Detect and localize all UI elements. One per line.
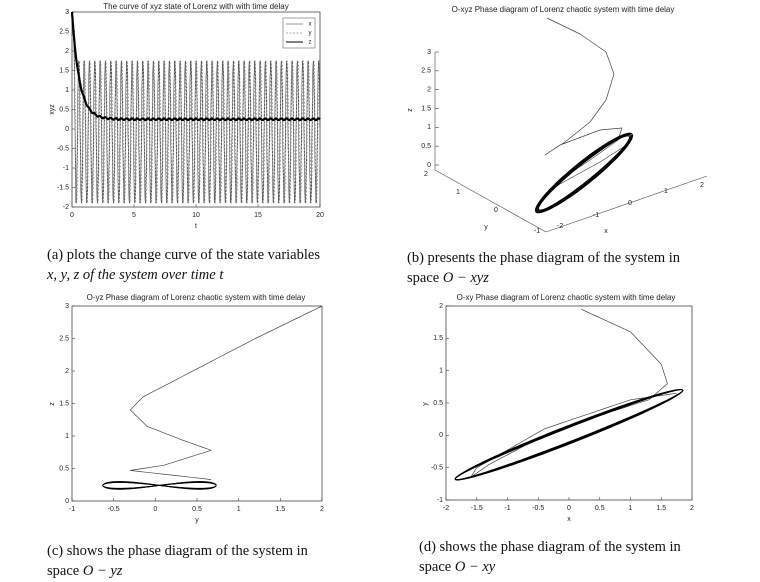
y-tick-label: -1: [436, 496, 443, 504]
chart-title: The curve of xyz state of Lorenz with with time delay: [103, 2, 289, 12]
legend-label: y: [308, 30, 312, 37]
x-tick-label: 1.5: [656, 504, 667, 512]
x-axis: [546, 176, 707, 232]
y-axis-label: y: [484, 223, 488, 231]
trajectory-transient: [545, 18, 625, 192]
y-tick-label: -0.5: [430, 464, 443, 472]
y-axis-label: xyz: [48, 104, 56, 115]
caption-c-line2: [47, 561, 377, 581]
caption-a-line2: x, y, z of the system over time t: [47, 267, 224, 283]
y-tick-label: -1.5: [56, 184, 69, 192]
x-tick-label: 2: [700, 181, 704, 189]
caption-a-line1: (a) plots the change curve of the state variables: [47, 247, 320, 263]
attractor-loop: [535, 133, 632, 213]
attractor-loop: [539, 136, 630, 210]
caption-b-line2: [407, 268, 737, 288]
x-axis-label: t: [195, 222, 197, 230]
x-tick-label: -1.5: [470, 504, 483, 512]
x-tick-label: 1: [236, 505, 241, 513]
legend-label: x: [308, 21, 312, 28]
y-tick-label: 2: [424, 170, 428, 178]
y-axis-label: z: [48, 402, 56, 406]
y-tick-label: 2.5: [59, 28, 69, 36]
x-tick-label: -0.5: [532, 504, 545, 512]
z-tick-label: 2.5: [421, 67, 431, 75]
z-axis-label: z: [406, 108, 414, 112]
attractor-loop: [538, 135, 630, 210]
caption-b-line1: (b) presents the phase diagram of the system in: [407, 250, 681, 266]
y-axis: [435, 170, 546, 232]
y-tick-label: 1: [65, 86, 69, 94]
y-tick-label: 1.5: [59, 67, 69, 75]
x-tick-label: 0.5: [192, 505, 202, 513]
chart-c: [49, 293, 324, 524]
attractor-loop: [455, 390, 683, 480]
trajectory-transient: [130, 306, 322, 480]
x-tick-label: 2: [690, 504, 694, 512]
y-tick-label: 2: [65, 367, 69, 375]
caption-d: [419, 537, 749, 577]
x-tick-label: 1: [664, 187, 668, 195]
legend-label: z: [308, 39, 312, 46]
x-tick-label: -0.5: [107, 505, 120, 513]
y-tick-label: 1.5: [433, 335, 443, 343]
caption-b-line2-math: O − xyz: [442, 270, 489, 286]
caption-d-line2: [419, 557, 749, 577]
caption-c-line2-math: O − yz: [82, 563, 123, 579]
caption-d-line1: (d) shows the phase diagram of the system in: [419, 539, 681, 555]
x-axis-label: x: [604, 227, 608, 235]
attractor-loop: [455, 390, 683, 480]
y-tick-label: 0.5: [433, 399, 443, 407]
y-tick-label: -0.5: [56, 145, 69, 153]
z-tick-label: 0.5: [421, 143, 431, 151]
y-tick-label: 2: [65, 47, 69, 55]
z-tick-label: 2: [427, 86, 431, 94]
z-tick-label: 1.5: [421, 105, 431, 113]
y-tick-label: 0: [65, 125, 69, 133]
chart-a: [49, 2, 324, 230]
z-tick-label: 1: [427, 124, 431, 132]
x-tick-label: 2: [320, 505, 324, 513]
x-tick-label: 15: [254, 211, 262, 219]
y-tick-label: 0.5: [59, 465, 69, 473]
attractor-loop: [455, 389, 683, 480]
plot-frame: [446, 306, 692, 500]
caption-c: [47, 541, 377, 581]
x-tick-label: 1.5: [275, 505, 286, 513]
trajectory-transient: [471, 309, 677, 477]
y-tick-label: 1: [456, 188, 460, 196]
caption-b: [407, 248, 737, 288]
attractor-loop: [455, 390, 683, 480]
attractor-loop: [537, 134, 632, 211]
x-tick-label: 0: [628, 199, 632, 207]
y-tick-label: -1: [533, 227, 541, 235]
chart-d: [422, 293, 694, 523]
x-tick-label: 1: [628, 504, 633, 512]
y-tick-label: 0: [65, 497, 69, 505]
x-tick-label: -2: [556, 222, 564, 230]
caption-d-line2-math: O − xy: [454, 559, 496, 575]
attractor-loop: [455, 390, 683, 480]
y-tick-label: 0: [439, 432, 443, 440]
x-tick-label: 0: [567, 504, 571, 512]
caption-c-line2-prefix: space: [47, 563, 83, 579]
chart-b: [407, 5, 707, 235]
z-tick-label: 0: [427, 161, 431, 169]
legend: [283, 18, 315, 48]
x-tick-label: 0.5: [594, 504, 605, 512]
x-tick-label: 20: [316, 211, 324, 219]
y-tick-label: 2.5: [59, 335, 69, 343]
chart-title: O-xyz Phase diagram of Lorenz chaotic system with time delay: [451, 5, 675, 15]
attractor-loop: [537, 135, 630, 211]
caption-d-line2-prefix: space: [419, 559, 455, 575]
x-axis-label: y: [195, 516, 199, 524]
x-tick-label: -1: [68, 505, 76, 513]
y-tick-label: 2: [439, 302, 443, 310]
x-tick-label: -1: [592, 211, 600, 219]
y-tick-label: 0.5: [59, 106, 69, 114]
plot-frame: [72, 306, 322, 501]
caption-c-line1: (c) shows the phase diagram of the system in: [47, 543, 308, 559]
chart-title: O-yz Phase diagram of Lorenz chaotic system with time delay: [86, 293, 306, 303]
x-tick-label: 10: [192, 211, 200, 219]
z-tick-label: 3: [427, 48, 431, 56]
y-tick-label: 3: [65, 302, 69, 310]
attractor-loop: [536, 134, 632, 213]
x-tick-label: -1: [504, 504, 511, 512]
x-axis-label: x: [567, 515, 571, 523]
y-axis-label: y: [421, 402, 429, 406]
y-tick-label: 1.5: [59, 400, 69, 408]
x-tick-label: -2: [442, 504, 450, 512]
y-tick-label: -2: [62, 203, 69, 211]
caption-a: [47, 245, 367, 285]
x-tick-label: 0: [153, 505, 158, 513]
attractor-loop: [455, 390, 683, 480]
y-tick-label: -1: [62, 164, 69, 172]
chart-title: O-xy Phase diagram of Lorenz chaotic system with time delay: [456, 293, 676, 303]
y-tick-label: 3: [65, 8, 69, 16]
y-tick-label: 0: [494, 206, 498, 214]
x-tick-label: 0: [70, 211, 74, 219]
caption-b-line2-prefix: space: [407, 270, 443, 286]
y-tick-label: 1: [65, 432, 69, 440]
x-tick-label: 5: [132, 211, 136, 219]
y-tick-label: 1: [439, 367, 443, 375]
